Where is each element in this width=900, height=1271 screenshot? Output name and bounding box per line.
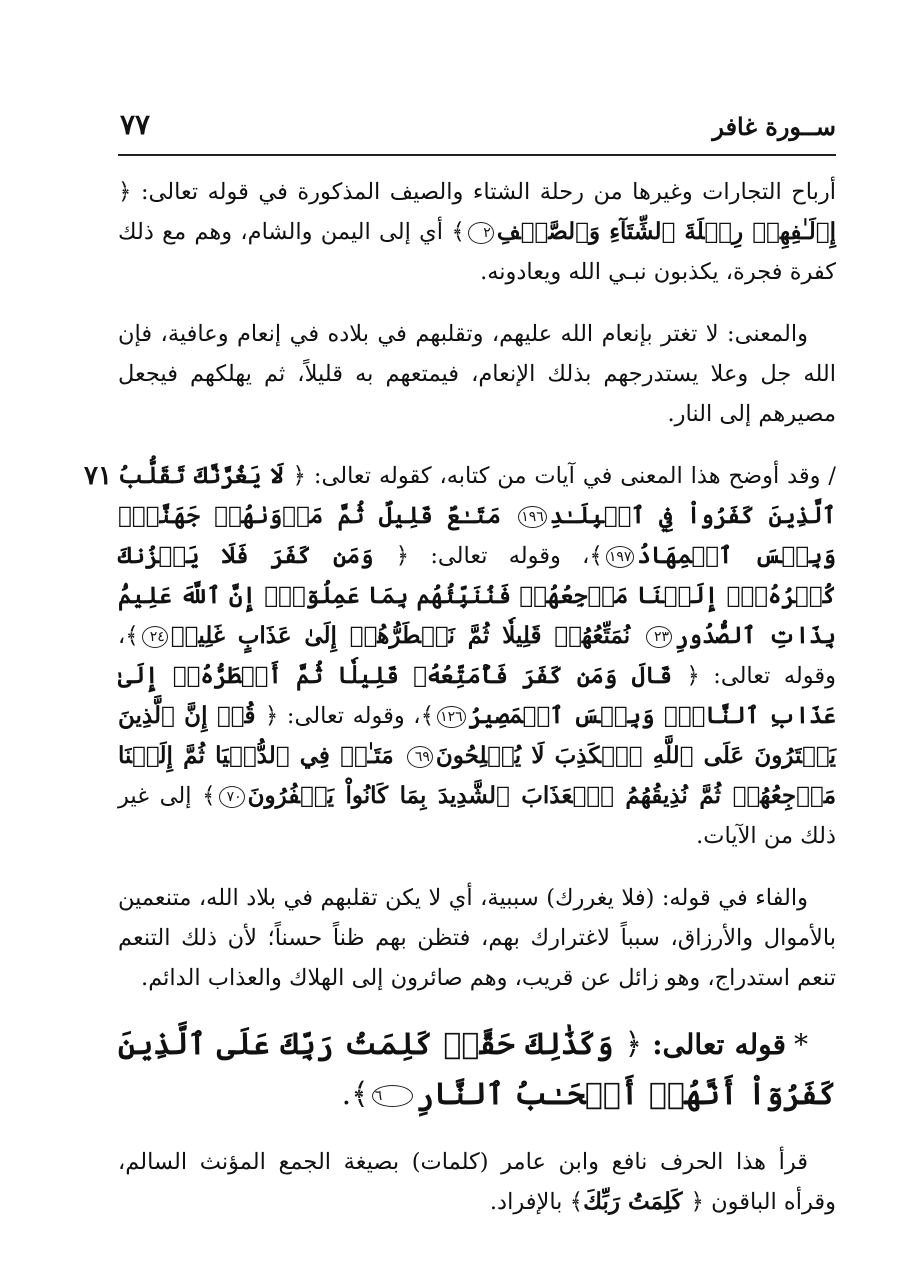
heading-star: * — [793, 1028, 808, 1061]
verse-text: مَتَـٰعٞ فِي ٱلدُّنۡيَا ثُمَّ إِلَيۡنَا مَرۡجِعُهُمۡ ثُمَّ نُذِيقُهُمُ ٱلۡعَذَابَ ٱلشَّدِيدَ بِمَا كَانُواْ يَكۡفُرُونَ — [118, 742, 837, 809]
quran-verse — [570, 1188, 704, 1215]
paragraph-text: قرأ هذا الحرف نافع وابن عامر (كلمات) بصيغة الجمع المؤنث السالم، وقرأه الباقون — [118, 1149, 836, 1215]
paragraph-4 — [118, 878, 836, 998]
ayah-number: ٢٤ — [142, 626, 168, 648]
verse-text: قَالَ وَمَن كَفَرَ فَأُمَتِّعُهُۥ قَلِيلٗا ثُمَّ أَضۡطَرُّهُۥٓ إِلَىٰ عَذَابِ ٱلنَّارِۖ وَبِئۡسَ ٱلۡمَصِيرُ — [118, 662, 837, 729]
ayah-number: ١٩٧ — [606, 546, 635, 568]
book-page — [84, 100, 837, 1215]
verse-text: وَمَن كَفَرَ فَلَا يَحۡزُنكَ كُفۡرُهُۥٓۚ إِلَيۡنَا مَرۡجِعُهُمۡ فَنُنَبِّئُهُم بِمَا عَمِلُوٓاْۚ إِنَّ ٱللَّهَ عَلِيمُۢ بِذَاتِ ٱلصُّدُورِ — [118, 542, 836, 649]
paragraph-text: والفاء في قوله: (فلا يغررك) سببية، أي لا يكن تقلبهم في بلاد الله، متنعمين بالأموال والأرزاق، سبباً لاغترارك بهم، فتظن بهم ظناً حسناً؛ لأن ذلك التنعم تنعم استدراج، وهو زائل عن قريب، وهم صائرون إلى الهلاك والعذاب الدائم. — [118, 885, 836, 991]
verse-open-bracket: ﴿ — [118, 179, 132, 205]
paragraph-1 — [118, 172, 836, 292]
verse-close-bracket: ﴾ — [351, 1077, 369, 1112]
verse-text: كَلِمَتُ رَبِّكَ — [583, 1188, 683, 1215]
margin-number: ٧١ — [84, 461, 112, 491]
verse-text: قُلۡ إِنَّ ٱلَّذِينَ يَفۡتَرُونَ عَلَى ٱللَّهِ ٱلۡكَذِبَ لَا يُفۡلِحُونَ — [118, 702, 836, 769]
header-rule — [118, 154, 836, 156]
ayah-number: ١٩٦ — [518, 506, 547, 528]
ayah-number: ٦٩ — [407, 746, 433, 768]
verse-close-bracket: ﴾ — [569, 1189, 584, 1215]
ayah-number: ١٢٦ — [437, 706, 466, 728]
verse-text: إِۦلَـٰفِهِمۡ رِحۡلَةَ ٱلشِّتَآءِ وَٱلصَّيۡفِ — [496, 218, 836, 245]
verse-text: نُمَتِّعُهُمۡ قَلِيلٗا ثُمَّ نَضۡطَرُّهُمۡ إِلَىٰ عَذَابٍ غَلِيظٖ — [170, 622, 631, 649]
verse-open-bracket: ﴿ — [264, 703, 279, 729]
heading-label: قوله تعالى: — [652, 1028, 786, 1061]
paragraph-text: أي إلى اليمن والشام، وهم مع ذلك كفرة فجرة، يكذبون نبـي الله ويعادونه. — [118, 219, 836, 285]
ayah-number: ٢٣ — [646, 626, 672, 648]
verse-open-bracket: ﴿ — [686, 663, 700, 689]
heading-tail: . — [341, 1077, 352, 1112]
verse-close-bracket: ﴾ — [420, 703, 435, 729]
paragraph-3-wrap — [84, 456, 837, 856]
verse-close-bracket: ﴾ — [451, 219, 465, 245]
verse-open-bracket: ﴿ — [624, 1027, 643, 1062]
verse-close-bracket: ﴾ — [589, 543, 603, 569]
page-body — [84, 172, 837, 1242]
verse-open-bracket: ﴿ — [690, 1189, 704, 1215]
paragraph-text: ، وقوله تعالى: — [430, 543, 590, 569]
page-number: ٧٧ — [120, 108, 151, 141]
paragraph-text: بالإفراد. — [489, 1189, 563, 1215]
ayah-number: ٦ — [372, 1085, 414, 1107]
verse-text: وَكَذَٰلِكَ حَقَّتۡ كَلِمَتُ رَبِّكَ عَلَى ٱلَّذِينَ كَفَرُوٓاْ أَنَّهُمۡ أَصۡحَـٰبُ ٱلنَّارِ — [118, 1027, 836, 1112]
verse-heading — [118, 1020, 836, 1120]
page-header — [118, 100, 836, 144]
ayah-number: ٢ — [468, 222, 494, 244]
paragraph-text: ، وقوله تعالى: — [286, 703, 421, 729]
paragraph-text: ، وقوله تعالى: — [118, 623, 836, 689]
ayah-number: ٧٠ — [219, 786, 245, 808]
paragraph-3 — [118, 456, 836, 856]
paragraph-text: إلى غير ذلك من الآيات. — [118, 783, 836, 849]
paragraph-text: / وقد أوضح هذا المعنى في آيات من كتابه، كقوله تعالى: — [313, 463, 836, 489]
paragraph-2 — [118, 314, 836, 434]
verse-close-bracket: ﴾ — [202, 783, 216, 809]
verse-text: مَتَـٰعٌ قَلِيلٌ ثُمَّ مَأۡوَىٰهُمۡ جَهَنَّمُۖ وَبِئۡسَ ٱلۡمِهَادُ — [118, 502, 836, 569]
verse-open-bracket: ﴿ — [292, 463, 306, 489]
paragraph-text: والمعنى: لا تغتر بإنعام الله عليهم، وتقلبهم في بلاده في إنعام وعافية، فإن الله جل وعلا يستدرجهم بذلك الإنعام، فيمتعهم به قليلاً، ثم يهلكهم فيجعل مصيرهم إلى النار. — [118, 321, 837, 427]
paragraph-5 — [118, 1142, 836, 1222]
verse-open-bracket: ﴿ — [395, 543, 410, 569]
verse-text: لَا يَغُرَّنَّكَ تَقَلُّبُ ٱلَّذِينَ كَفَرُواْ فِي ٱلۡبِلَـٰدِ — [118, 462, 836, 529]
surah-title: ســورة غافر — [712, 112, 836, 141]
paragraph-text: أرباح التجارات وغيرها من رحلة الشتاء والصيف المذكورة في قوله تعالى: — [140, 179, 836, 205]
verse-close-bracket: ﴾ — [125, 623, 139, 649]
